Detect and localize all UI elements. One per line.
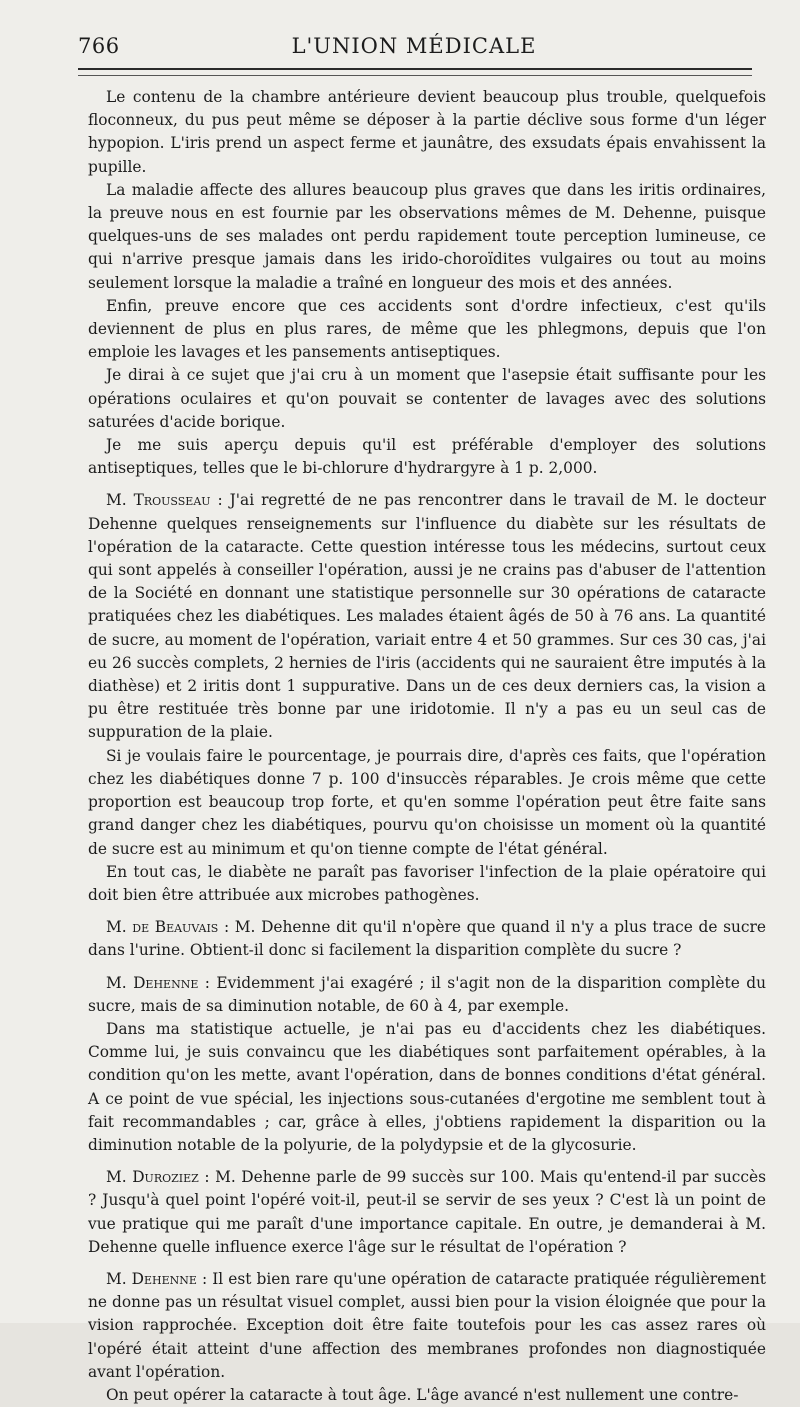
paragraph: Je dirai à ce sujet que j'ai cru à un moment que l'asepsie était suffisante pour les opérations oculaires et qu'on pouvait se contenter de lavages avec des solutions saturées d'acide borique. [88,366,766,431]
paragraph: Dans ma statistique actuelle, je n'ai pas eu d'accidents chez les diabétiques. Comme lui, je suis convaincu que les diabétiques sont parfaitement opérables, à la condition qu'on les mette, avant l'opération, dans de bonnes conditions d'état général. A ce point de vue spécial, les injections sous-cutanées d'ergotine me semblent tout à fait recommandables ; car, grâce à elles, j'obtiens rapidement la disparition ou la diminution notable de la polyurie, de la polydypsie et de la glycosurie. [88,1019,766,1154]
page-header [78,34,750,64]
page-number: 766 [78,34,120,58]
speaker-paragraph: M. Dehenne : Evidemment j'ai exagéré ; il s'agit non de la disparition complète du sucre, mais de sa diminution notable, de 60 à 4, par exemple. [88,973,766,1015]
paragraph: Enfin, preuve encore que ces accidents sont d'ordre infectieux, c'est qu'ils deviennent de plus en plus rares, de même que les phlegmons, depuis que l'on emploie les lavages et les pansements antiseptiques. [88,296,766,362]
header-rule [78,68,752,70]
paragraph: Si je voulais faire le pourcentage, je pourrais dire, d'après ces faits, que l'opération chez les diabétiques donne 7 p. 100 d'insuccès réparables. Je crois même que cette proportion est beaucoup trop forte, et qu'en somme l'opération peut être faite sans grand danger chez les diabétiques, pourvu qu'on choisisse un moment où la quantité de sucre est au minimum et qu'on tienne compte de l'état général. [88,746,766,858]
paragraph: La maladie affecte des allures beaucoup plus graves que dans les iritis ordinaires, la preuve nous en est fournie par les observations mêmes de M. Dehenne, puisque quelques-uns de ses malades ont perdu rapidement toute perception lumineuse, ce qui n'arrive presque jamais dans les irido-choroïdites vulgaires ou tout au moins seulement lorsque la maladie a traîné en longueur des mois et des années. [88,180,766,292]
body-text [88,86,766,1407]
speaker-paragraph: M. Duroziez : M. Dehenne parle de 99 succès sur 100. Mais qu'entend-il par succès ? Jusqu'à quel point l'opéré voit-il, peut-il se servir de ses yeux ? C'est là un point de vue pratique qui me paraît d'une importance capitale. En outre, je demanderai à M. Dehenne quelle influence exerce l'âge sur le résultat de l'opération ? [88,1168,766,1256]
paragraph: Le contenu de la chambre antérieure devient beaucoup plus trouble, quelquefois floconneux, du pus peut même se déposer à la partie déclive sous forme d'un léger hypopion. L'iris prend un aspect ferme et jaunâtre, des exsudats épais envahissent la pupille. [88,88,766,176]
speaker-name: M. Duroziez : [106,1168,210,1187]
paragraph: En tout cas, le diabète ne paraît pas favoriser l'infection de la plaie opératoire qui doit bien être attribuée aux microbes pathogènes. [88,862,766,904]
speaker-paragraph: M. Trousseau : J'ai regretté de ne pas rencontrer dans le travail de M. le docteur Dehenne quelques renseignements sur l'influence du diabète sur les résultats de l'opération de la cataracte. Cette question intéresse tous les médecins, surtout ceux qui sont appelés à conseiller l'opération, aussi je ne crains pas d'abuser de l'attention de la Société en donnant une statistique personnelle sur 30 opérations de cataracte pratiquées chez les diabétiques. Les malades étaient âgés de 50 à 76 ans. La quantité de sucre, au moment de l'opération, variait entre 4 et 50 grammes. Sur ces 30 cas, j'ai eu 26 succès complets, 2 hernies de l'iris (accidents qui ne sauraient être imputés à la diathèse) et 2 iritis dont 1 suppurative. Dans un de ces deux derniers cas, la vision a pu être restituée très bonne par une iridotomie. Il n'y a pas eu un seul cas de suppuration de la plaie. [88,491,766,742]
speaker-name: M. de Beauvais : [106,918,230,937]
paragraph: On peut opérer la cataracte à tout âge. L'âge avancé n'est nullement une contre- [106,1385,739,1404]
speaker-paragraph: M. de Beauvais : M. Dehenne dit qu'il n'opère que quand il n'y a plus trace de sucre dans l'urine. Obtient-il donc si facilement la disparition complète du sucre ? [88,918,766,960]
paragraph: Je me suis aperçu depuis qu'il est préférable d'employer des solutions antiseptiques, telles que le bi-chlorure d'hydrargyre à 1 p. 2,000. [88,436,766,478]
speaker-name: M. Dehenne : [106,973,210,992]
speaker-name: M. Trousseau : [106,491,223,510]
speaker-paragraph: M. Dehenne : Il est bien rare qu'une opération de cataracte pratiquée régulièrement ne donne pas un résultat visuel complet, aussi bien pour la vision éloignée que pour la vision rapprochée. Exception doit être faite toutefois pour les cas assez rares où l'opéré était atteint d'une affection des membranes profondes non diagnostiquée avant l'opération. [88,1269,766,1381]
header-rule-thin [78,75,752,76]
running-title: L'UNION MÉDICALE [291,34,537,58]
speaker-name: M. Dehenne : [106,1269,208,1288]
